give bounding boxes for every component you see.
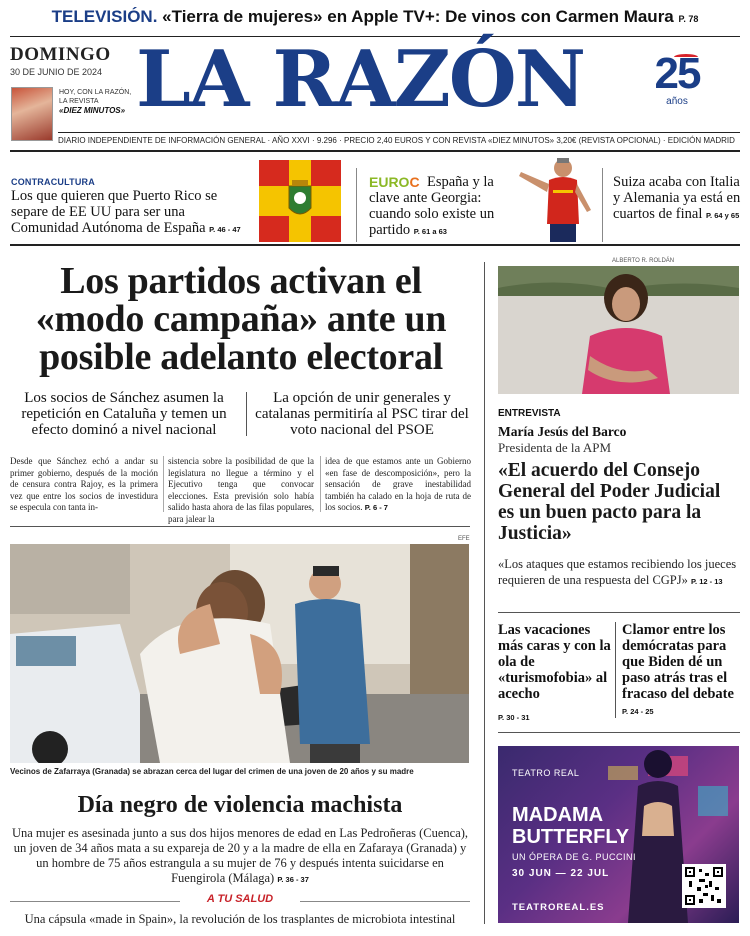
- story-microbiota[interactable]: Una cápsula «made in Spain», la revolución de los trasplantes de microbiota intestinal: [24, 912, 456, 926]
- brief-text: Las vacaciones más caras y con la ola de «turismofobia» al acecho: [498, 622, 611, 702]
- teaser-switzerland[interactable]: [613, 174, 743, 224]
- ad-title-line2: BUTTERFLY: [512, 826, 630, 848]
- newspaper-logo[interactable]: LA RAZÓN: [136, 34, 585, 125]
- coach-photo: [517, 154, 599, 242]
- teaser-page: P. 61 a 63: [413, 227, 447, 236]
- qr-code-icon[interactable]: [682, 864, 726, 908]
- brief-page-ref: P. 24 - 25: [622, 707, 654, 716]
- teaser-text: España y la clave ante Georgia: cuando solo existe un partido: [369, 174, 495, 238]
- magazine-promo[interactable]: [59, 88, 139, 115]
- promo-line2: LA REVISTA: [59, 98, 99, 105]
- lead-body-column-1: Desde que Sánchez echó a andar su primer gobierno, después de la moción de censura contra Rajoy, es la primera vez que entre los socios de investidura se especula con tanta in-: [10, 456, 158, 512]
- brief-tourism[interactable]: [498, 622, 612, 726]
- lead-page-ref: P. 6 - 7: [364, 503, 388, 512]
- photo-caption: Vecinos de Zafarraya (Granada) se abrazan cerca del lugar del crimen de una joven de 20 años y su madre: [10, 767, 414, 776]
- teaser-page: P. 46 - 47: [209, 225, 241, 234]
- interview-role: Presidenta de la APM: [498, 440, 612, 455]
- magazine-cover-thumbnail[interactable]: [11, 87, 53, 141]
- anniversary-swoosh-icon: [674, 54, 698, 60]
- teaser-text: Suiza acaba con Italia y Alemania ya está en cuartos de final: [613, 174, 741, 222]
- teaser-kicker: CONTRACULTURA: [11, 177, 95, 187]
- brief-page-ref: P. 30 - 31: [498, 713, 530, 722]
- banner-section: TELEVISIÓN.: [51, 7, 158, 26]
- interview-subquote-text: «Los ataques que estamos recibiendo los jueces requieren de una respuesta del CGPJ»: [498, 557, 737, 587]
- interview-kicker: ENTREVISTA: [498, 408, 561, 419]
- ad-venue: TEATRO REAL: [512, 768, 580, 778]
- teaser-text: Los que quieren que Puerto Rico se separe de EE UU para ser una Comunidad Autónoma de España: [11, 188, 218, 236]
- puerto-rico-flag-image: [259, 160, 341, 242]
- euro-logo-b: C: [409, 174, 420, 190]
- interview-headline[interactable]: «El acuerdo del Consejo General del Poder Judicial es un buen pacto para la Justicia»: [498, 460, 721, 544]
- lead-subheadline-2: La opción de unir generales y catalanas permitiría al PSC tirar del voto nacional del PSOE: [255, 390, 469, 438]
- anniversary-badge: [644, 46, 710, 112]
- interview-portrait-photo[interactable]: [498, 266, 739, 394]
- euro-logo-a: EURO: [369, 174, 410, 190]
- interview-name: María Jesús del Barco: [498, 424, 627, 439]
- lead-subheadline-1: Los socios de Sánchez asumen la repetición en Cataluña y temen un efecto dominó a nivel nacional: [21, 390, 227, 438]
- banner-page: P. 78: [678, 14, 699, 24]
- anniversary-label: años: [666, 96, 688, 107]
- date-full: 30 DE JUNIO DE 2024: [10, 67, 103, 77]
- teaser-spain-georgia[interactable]: [369, 174, 514, 240]
- story-page-ref: P. 36 - 37: [277, 875, 309, 884]
- story-body-violence: [10, 826, 470, 887]
- promo-line1: HOY, CON LA RAZÓN,: [59, 89, 132, 96]
- photo-credit: EFE: [458, 536, 470, 542]
- ad-url: TEATROREAL.ES: [512, 902, 605, 913]
- date-day: DOMINGO: [10, 44, 111, 65]
- teaser-puerto-rico[interactable]: [11, 188, 256, 238]
- masthead-info: DIARIO INDEPENDIENTE DE INFORMACIÓN GENERAL · AÑO XXVI · 9.296 · PRECIO 2,40 EUROS Y CON REVISTA «DIEZ MINUTOS» 3,20€ (REVISTA OPCIONAL) · EDICIÓN MADRID: [58, 136, 735, 145]
- ad-subtitle: UN ÓPERA DE G. PUCCINI: [512, 852, 637, 862]
- main-news-photo[interactable]: [10, 544, 469, 763]
- brief-text: Clamor entre los demócratas para que Biden dé un paso atrás tras el fracaso del debate: [622, 622, 734, 702]
- teaser-page: P. 64 y 65: [706, 211, 740, 220]
- story-text: Una mujer es asesinada junto a sus dos hijos menores de edad en Las Pedroñeras (Cuenca), un joven de 34 años mata a su expareja de 20 y a la madre de ella en Zafaraya (Granada) y un hombre de 75 años estrangula a su mujer de 76 y después intenta suicidarse en Fuengirola (Málaga): [11, 826, 469, 885]
- ad-dates: 30 JUN — 22 JUL: [512, 868, 610, 879]
- teatro-real-ad[interactable]: [498, 746, 739, 923]
- interview-photo-credit: ALBERTO R. ROLDÁN: [612, 258, 675, 264]
- promo-magazine: «DIEZ MINUTOS»: [59, 106, 126, 115]
- story-headline-violence[interactable]: Día negro de violencia machista: [77, 792, 403, 818]
- interview-subquote: [498, 556, 740, 590]
- brief-biden[interactable]: [622, 622, 740, 720]
- lead-headline[interactable]: Los partidos activan el «modo campaña» ante un posible adelanto electoral: [35, 260, 447, 378]
- lead-body-column-3: [325, 456, 471, 514]
- lead-body-column-2: sistencia sobre la posibilidad de que la legislatura no llegue a término y el Ejecutivo tenga que convocar elecciones. Esta previsión solo había salido hasta ahora de las filas populares, para jalear la: [168, 456, 314, 524]
- column-text: idea de que estamos ante un Gobierno «en fase de descomposición», pero la sensación de grave inestabilidad también ha calado en la hoja de ruta de los socios.: [325, 456, 471, 512]
- interview-page-ref: P. 12 - 13: [691, 577, 723, 586]
- ad-title-line1: MADAMA: [512, 804, 604, 826]
- banner-headline: «Tierra de mujeres» en Apple TV+: De vinos con Carmen Maura: [162, 7, 674, 26]
- section-label-health[interactable]: A TU SALUD: [206, 893, 274, 905]
- anniversary-number: 25: [654, 49, 700, 98]
